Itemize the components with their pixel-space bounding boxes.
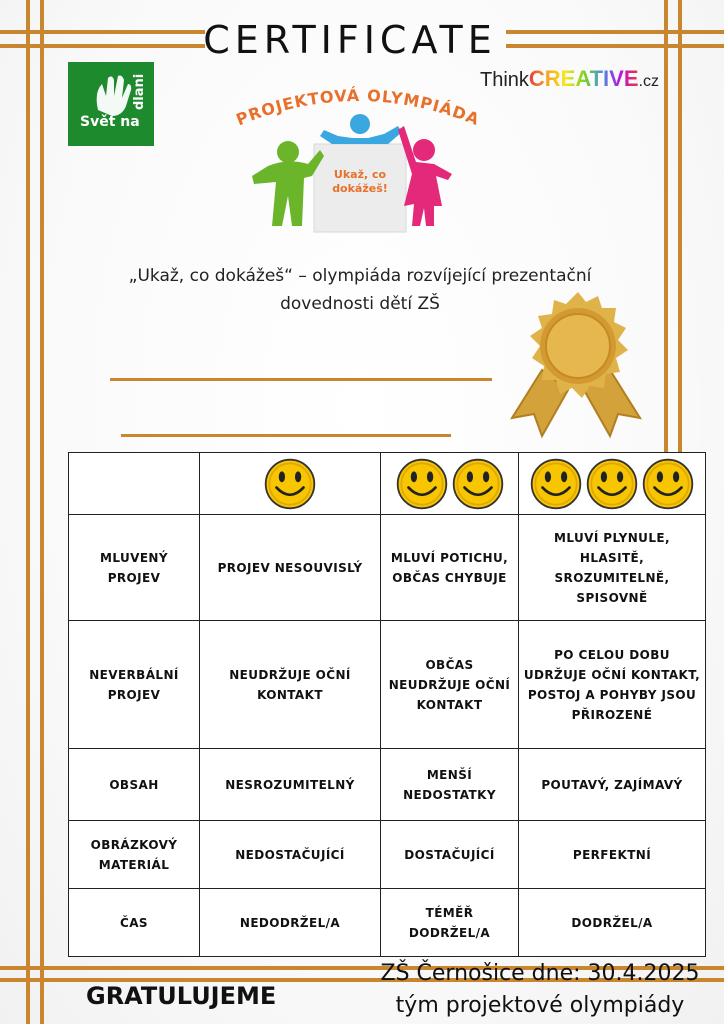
level3-cell: PERFEKTNÍ bbox=[519, 821, 706, 889]
signature-block bbox=[355, 958, 724, 1022]
frame-bar-top-left-2 bbox=[0, 44, 205, 48]
level1-cell: NEDODRŽEL/A bbox=[200, 889, 381, 957]
thinkcreative-logo bbox=[480, 66, 659, 92]
smiley-group bbox=[385, 457, 514, 511]
logo-text-dlani: dlani bbox=[132, 73, 147, 110]
smiley-face-icon bbox=[395, 457, 449, 511]
frame-bar-left-inner bbox=[40, 0, 44, 1024]
table-row bbox=[69, 621, 706, 749]
smiley-face-icon bbox=[641, 457, 695, 511]
level1-cell: NEDOSTAČUJÍCÍ bbox=[200, 821, 381, 889]
team-signature: tým projektové olympiády bbox=[395, 993, 685, 1018]
logo-think: Think bbox=[480, 69, 529, 91]
olympiad-logo bbox=[228, 86, 488, 236]
frame-bar-top-right-2 bbox=[506, 44, 724, 48]
smiley-header-row bbox=[69, 453, 706, 515]
logo-creative: CREATIVE bbox=[528, 66, 639, 91]
smiley-face-icon bbox=[451, 457, 505, 511]
level3-cell: MLUVÍ PLYNULE, HLASITĚ, SROZUMITELNĚ, SPISOVNĚ bbox=[519, 515, 706, 621]
green-figure bbox=[252, 141, 324, 226]
smiley-face-icon bbox=[585, 457, 639, 511]
table-row bbox=[69, 889, 706, 957]
olympiad-sign-line2: dokážeš! bbox=[332, 182, 388, 195]
olympiad-arc-text: PROJEKTOVÁ OLYMPIÁDA bbox=[233, 86, 483, 130]
blue-figure bbox=[320, 114, 402, 144]
subtitle-line1: „Ukaž, co dokážeš“ – olympiáda rozvíjející prezentační bbox=[128, 266, 592, 286]
table-row bbox=[69, 515, 706, 621]
criterion-cell: ČAS bbox=[69, 889, 200, 957]
level2-cell: DOSTAČUJÍCÍ bbox=[381, 821, 519, 889]
frame-bar-right-outer bbox=[678, 0, 682, 452]
name-line-1 bbox=[110, 378, 492, 381]
level1-cell: NESROZUMITELNÝ bbox=[200, 749, 381, 821]
criterion-cell: OBSAH bbox=[69, 749, 200, 821]
logo-cz: .cz bbox=[638, 73, 659, 90]
olympiad-sign-line1: Ukaž, co bbox=[333, 168, 387, 181]
smiley-group bbox=[204, 457, 376, 511]
smiley-group bbox=[523, 457, 701, 511]
level1-cell: NEUDRŽUJE OČNÍ KONTAKT bbox=[200, 621, 381, 749]
level2-cell: OBČAS NEUDRŽUJE OČNÍ KONTAKT bbox=[381, 621, 519, 749]
header-level1-cell bbox=[200, 453, 381, 515]
congratulations-text: GRATULUJEME bbox=[86, 982, 277, 1010]
smiley-face-icon bbox=[529, 457, 583, 511]
place-date: ZŠ Černošice dne: 30.4.2025 bbox=[380, 961, 700, 986]
level2-cell: TÉMĚŘ DODRŽEL/A bbox=[381, 889, 519, 957]
smiley-face-icon bbox=[263, 457, 317, 511]
level1-cell: PROJEV NESOUVISLÝ bbox=[200, 515, 381, 621]
name-line-2 bbox=[121, 434, 451, 437]
award-medal-icon bbox=[506, 290, 646, 450]
svet-na-dlani-logo bbox=[68, 62, 154, 146]
header-level2-cell bbox=[381, 453, 519, 515]
table-row bbox=[69, 749, 706, 821]
level2-cell: MENŠÍ NEDOSTATKY bbox=[381, 749, 519, 821]
certificate-title: CERTIFICATE bbox=[203, 18, 497, 62]
rating-table bbox=[68, 452, 706, 957]
level2-cell: MLUVÍ POTICHU, OBČAS CHYBUJE bbox=[381, 515, 519, 621]
table-row bbox=[69, 821, 706, 889]
subtitle-line2: dovednosti dětí ZŠ bbox=[280, 294, 440, 314]
criterion-cell: NEVERBÁLNÍ PROJEV bbox=[69, 621, 200, 749]
frame-bar-left-outer bbox=[26, 0, 30, 1024]
header-level3-cell bbox=[519, 453, 706, 515]
logo-text-svet-na: Svět na bbox=[80, 114, 140, 130]
criterion-cell: MLUVENÝ PROJEV bbox=[69, 515, 200, 621]
level3-cell: PO CELOU DOBU UDRŽUJE OČNÍ KONTAKT, POSTOJ A POHYBY JSOU PŘIROZENÉ bbox=[519, 621, 706, 749]
criterion-cell: OBRÁZKOVÝ MATERIÁL bbox=[69, 821, 200, 889]
level3-cell: DODRŽEL/A bbox=[519, 889, 706, 957]
frame-bar-top-right-1 bbox=[506, 30, 724, 34]
frame-bar-top-left-1 bbox=[0, 30, 205, 34]
header-empty-cell bbox=[69, 453, 200, 515]
frame-bar-right-inner bbox=[664, 0, 668, 452]
level3-cell: POUTAVÝ, ZAJÍMAVÝ bbox=[519, 749, 706, 821]
